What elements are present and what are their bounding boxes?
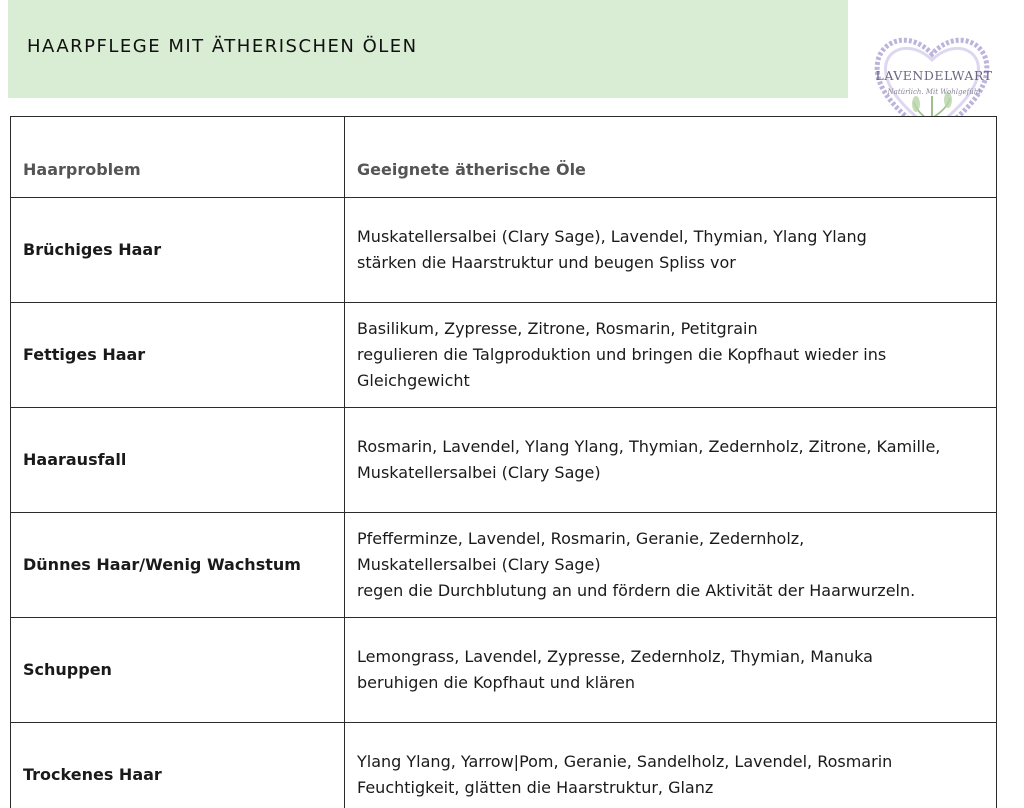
title-banner [8, 0, 848, 98]
oils-cell [345, 303, 997, 408]
oils-line: Ylang Ylang, Yarrow|Pom, Geranie, Sandelholz, Lavendel, Rosmarin [357, 752, 893, 771]
oils-cell [345, 408, 997, 513]
oils-line: Gleichgewicht [357, 371, 470, 390]
oils-cell [345, 618, 997, 723]
logo-tagline: Natürlich. Mit Wohlgefühl [887, 88, 981, 96]
column-header-problem: Haarproblem [11, 117, 345, 198]
table-row [11, 618, 997, 723]
oils-line: regen die Durchblutung an und fördern die Aktivität der Haarwurzeln. [357, 581, 916, 600]
oils-line: beruhigen die Kopfhaut und klären [357, 673, 636, 692]
table-row [11, 513, 997, 618]
oils-line: stärken die Haarstruktur und beugen Spliss vor [357, 253, 736, 272]
problem-cell: Trockenes Haar [11, 723, 345, 808]
oils-line: Rosmarin, Lavendel, Ylang Ylang, Thymian, Zedernholz, Zitrone, Kamille, [357, 437, 941, 456]
oils-line: Muskatellersalbei (Clary Sage) [357, 463, 601, 482]
oils-line: regulieren die Talgproduktion und bringen die Kopfhaut wieder ins [357, 345, 887, 364]
oils-line: Pfefferminze, Lavendel, Rosmarin, Geranie, Zedernholz, [357, 529, 805, 548]
oils-line: Basilikum, Zypresse, Zitrone, Rosmarin, Petitgrain [357, 319, 758, 338]
problem-cell: Dünnes Haar/Wenig Wachstum [11, 513, 345, 618]
table-row [11, 198, 997, 303]
table-row [11, 723, 997, 808]
oils-line: Feuchtigkeit, glätten die Haarstruktur, Glanz [357, 778, 714, 797]
oils-line: Muskatellersalbei (Clary Sage) [357, 555, 601, 574]
oils-cell [345, 513, 997, 618]
oils-line: Muskatellersalbei (Clary Sage), Lavendel, Thymian, Ylang Ylang [357, 227, 867, 246]
problem-cell: Schuppen [11, 618, 345, 723]
oils-cell [345, 723, 997, 808]
logo-wordmark: LAVENDELWART [875, 68, 993, 83]
table-row [11, 303, 997, 408]
problem-cell: Fettiges Haar [11, 303, 345, 408]
problem-cell: Brüchiges Haar [11, 198, 345, 303]
problem-cell: Haarausfall [11, 408, 345, 513]
table-row [11, 408, 997, 513]
table-header-row [11, 117, 997, 198]
oil-table [10, 116, 997, 808]
oils-line: Lemongrass, Lavendel, Zypresse, Zedernholz, Thymian, Manuka [357, 647, 873, 666]
page-title: HAARPFLEGE MIT ÄTHERISCHEN ÖLEN [27, 36, 418, 57]
column-header-oils: Geeignete ätherische Öle [345, 117, 997, 198]
oils-cell [345, 198, 997, 303]
